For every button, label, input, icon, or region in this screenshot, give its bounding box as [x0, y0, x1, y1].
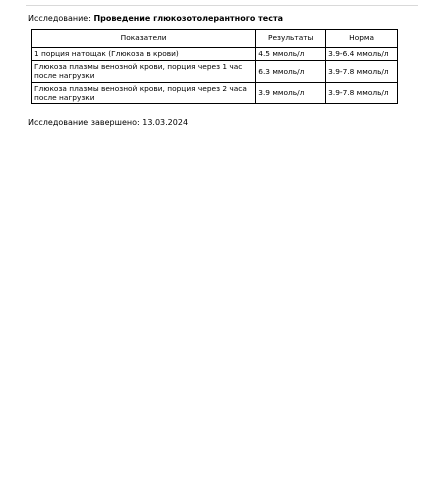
header-norm: Норма — [326, 30, 398, 48]
indicator-cell: Глюкоза плазмы венозной крови, порция через 2 часа после нагрузки — [32, 82, 256, 104]
study-name: Проведение глюкозотолерантного теста — [93, 14, 284, 23]
norm-cell: 3.9-6.4 ммоль/л — [326, 48, 398, 61]
norm-cell: 3.9-7.8 ммоль/л — [326, 61, 398, 83]
result-cell: 4.5 ммоль/л — [256, 48, 326, 61]
result-cell: 3.9 ммоль/л — [256, 82, 326, 104]
header-indicators: Показатели — [32, 30, 256, 48]
study-label: Исследование: — [28, 14, 91, 23]
completion-date: Исследование завершено: 13.03.2024 — [28, 118, 189, 127]
top-divider — [26, 5, 418, 6]
header-results: Результаты — [256, 30, 326, 48]
study-title-line — [28, 14, 283, 23]
table-row — [32, 82, 398, 104]
norm-cell: 3.9-7.8 ммоль/л — [326, 82, 398, 104]
table-row — [32, 48, 398, 61]
indicator-cell: 1 порция натощак (Глюкоза в крови) — [32, 48, 256, 61]
indicator-cell: Глюкоза плазмы венозной крови, порция через 1 час после нагрузки — [32, 61, 256, 83]
table-header-row — [32, 30, 398, 48]
table-row — [32, 61, 398, 83]
result-cell: 6.3 ммоль/л — [256, 61, 326, 83]
results-table — [31, 29, 398, 104]
